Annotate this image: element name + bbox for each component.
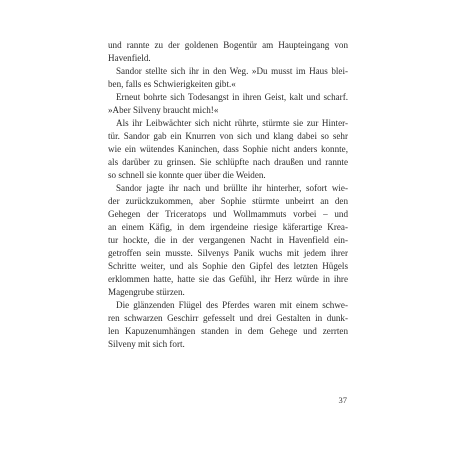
text-line: an einem Käfig, in dem irgendeine riesige käferartige Krea- (108, 222, 348, 232)
page-number: 37 (338, 395, 347, 405)
text-line: Magengrube stürzen. (108, 287, 185, 297)
text-line: Sandor stellte sich ihr in den Weg. »Du musst im Haus blei- (116, 66, 348, 76)
text-line: der zurückzukommen, aber Sophie stürmte unbeirrt an den (108, 196, 348, 206)
text-line: Schritte weiter, und als Sophie den Gipfel des letzten Hügels (108, 261, 348, 271)
text-line: und rannte zu der goldenen Bogentür am Haupteingang von (108, 40, 348, 50)
text-line: Die glänzenden Flügel des Pferdes waren mit einem schwe- (116, 300, 348, 310)
text-line: als darüber zu grinsen. Sie schlüpfte nach draußen und rannte (108, 157, 348, 167)
text-line: Gehegen der Triceratops und Wollmammuts vorbei – und (108, 209, 348, 219)
text-line: Sandor jagte ihr nach und brüllte ihr hinterher, sofort wie- (116, 183, 348, 193)
text-line: Silveny mit sich fort. (108, 339, 185, 349)
paragraph (108, 39, 348, 65)
paragraph (108, 182, 348, 299)
text-line: ben, falls es Schwierigkeiten gibt.« (108, 79, 236, 89)
text-line: tür. Sandor gab ein Knurren von sich und klang dabei so sehr (108, 131, 348, 141)
text-line: so schnell sie konnte quer über die Weiden. (108, 170, 266, 180)
text-line: Als ihr Leibwächter sich nicht rührte, stürmte sie zur Hinter- (116, 118, 348, 128)
text-line: Havenfield. (108, 53, 151, 63)
body-text (108, 39, 348, 351)
paragraph (108, 117, 348, 182)
text-line: »Aber Silveny braucht mich!« (108, 105, 219, 115)
text-line: tur hockte, die in der vergangenen Nacht in Havenfield ein- (108, 235, 348, 245)
paragraph (108, 299, 348, 351)
paragraph (108, 65, 348, 91)
paragraph (108, 91, 348, 117)
text-line: wie ein wütendes Kaninchen, dass Sophie nicht anders konnte, (108, 144, 348, 154)
text-line: len Kapuzenumhängen standen in dem Gehege und zerrten (108, 326, 348, 336)
text-line: erklommen hatte, hatte sie das Gefühl, ihr Herz würde in ihre (108, 274, 348, 284)
text-line: ren schwarzen Geschirr gefesselt und drei Gestalten in dunk- (108, 313, 348, 323)
text-line: Erneut bohrte sich Todesangst in ihren Geist, kalt und scharf. (116, 92, 348, 102)
text-line: getroffen sein musste. Silvenys Panik wuchs mit jedem ihrer (108, 248, 348, 258)
